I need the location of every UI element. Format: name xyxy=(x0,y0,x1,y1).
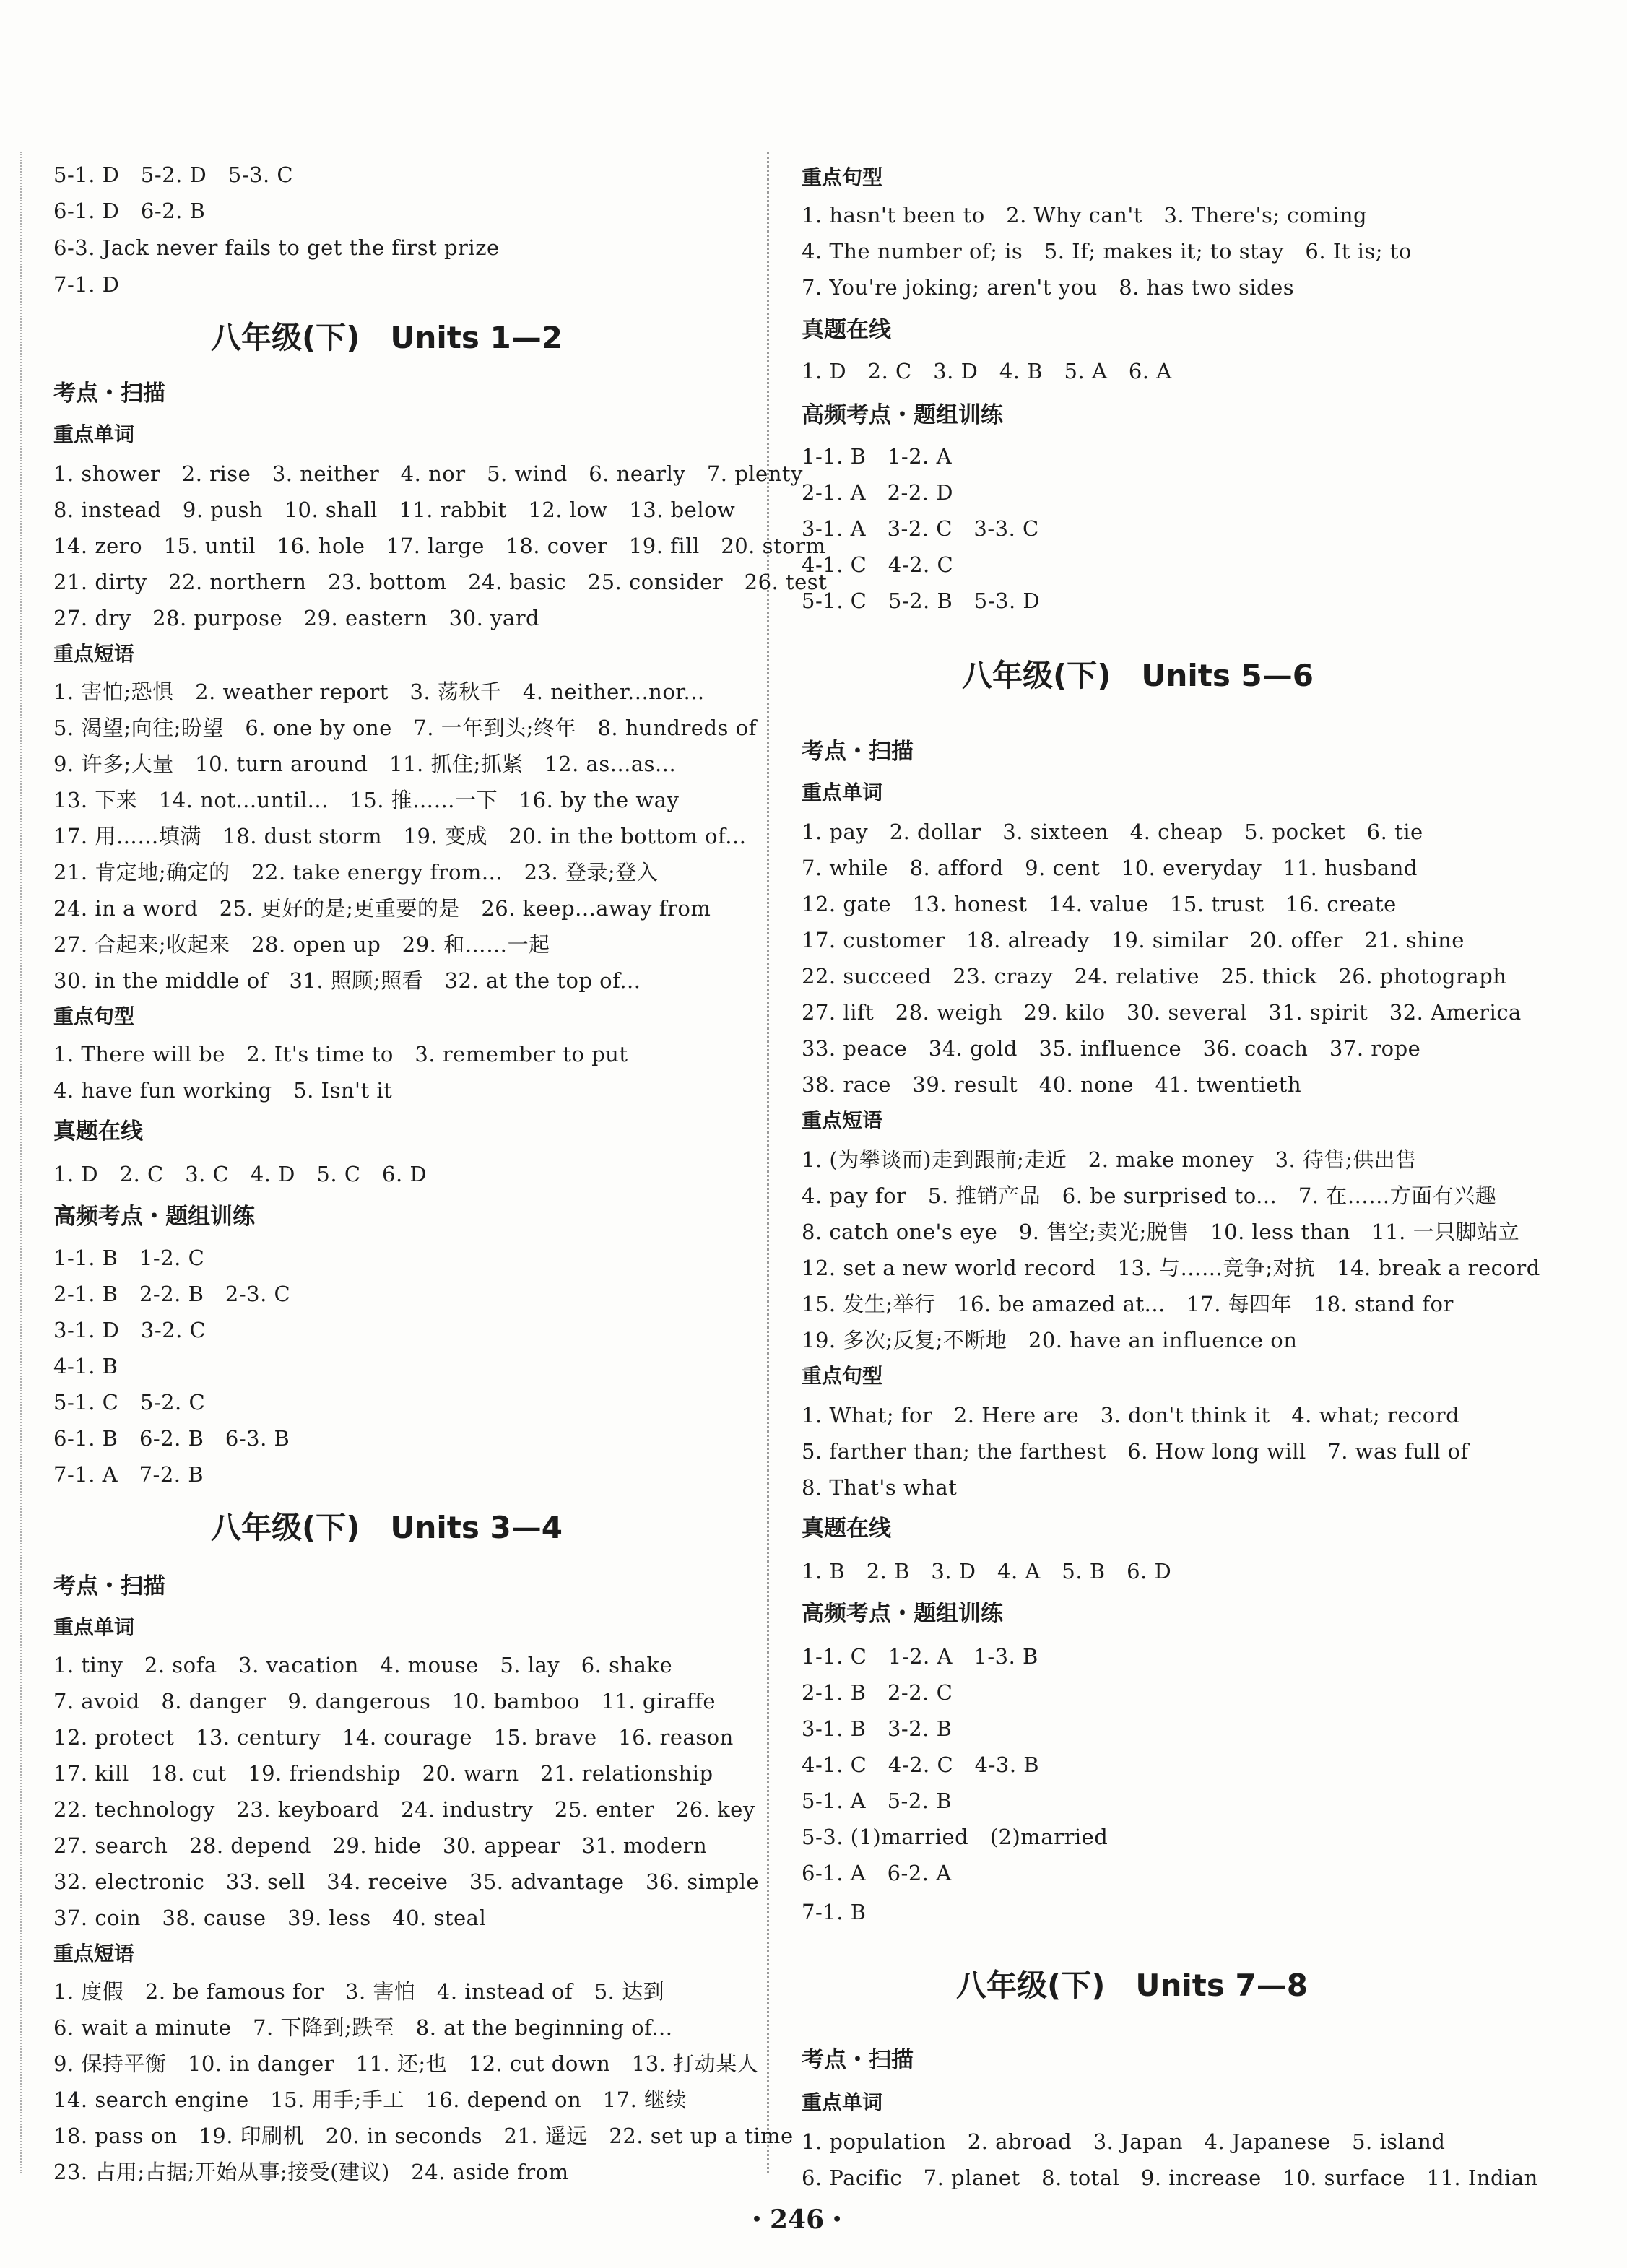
vocab-line: 21. dirty 22. northern 23. bottom 24. basic 25. consider 26. test xyxy=(53,570,828,594)
section-heading: 考点・扫描 xyxy=(802,739,914,765)
vocab-line: 37. coin 38. cause 39. less 40. steal xyxy=(53,1906,487,1930)
answer-line: 7-1. D xyxy=(53,272,120,297)
pattern-label: 重点句型 xyxy=(802,1364,883,1388)
phrase-line: 12. set a new world record 13. 与……竞争;对抗 14. break a record xyxy=(802,1256,1540,1280)
vocab-line: 17. customer 18. already 19. similar 20. offer 21. shine xyxy=(802,928,1465,952)
vocab-line: 27. lift 28. weigh 29. kilo 30. several 31. spirit 32. America xyxy=(802,1000,1522,1025)
unit-title-3-4: 八年级(下) Units 3—4 xyxy=(211,1510,563,1545)
drill-line: 4-1. B xyxy=(53,1354,118,1378)
vocab-line: 1. shower 2. rise 3. neither 4. nor 5. wind 6. nearly 7. plenty xyxy=(53,461,803,486)
phrase-line: 9. 许多;大量 10. turn around 11. 抓住;抓紧 12. as...as... xyxy=(53,752,677,776)
drill-line: 3-1. D 3-2. C xyxy=(53,1318,207,1342)
section-heading: 考点・扫描 xyxy=(53,1573,165,1599)
pattern-line: 1. What; for 2. Here are 3. don't think it 4. what; record xyxy=(802,1403,1460,1428)
phrase-line: 27. 合起来;收起来 28. open up 29. 和……一起 xyxy=(53,932,550,957)
pattern-line: 4. The number of; is 5. If; makes it; to stay 6. It is; to xyxy=(802,239,1412,264)
vocab-line: 33. peace 34. gold 35. influence 36. coach 37. rope xyxy=(802,1036,1421,1061)
phrase-line: 14. search engine 15. 用手;手工 16. depend on 17. 继续 xyxy=(53,2087,687,2112)
phrase-line: 19. 多次;反复;不断地 20. have an influence on xyxy=(802,1328,1298,1352)
answer-line: 5-1. D 5-2. D 5-3. C xyxy=(53,162,294,187)
vocab-line: 17. kill 18. cut 19. friendship 20. warn 21. relationship xyxy=(53,1761,713,1786)
pattern-line: 5. farther than; the farthest 6. How long will 7. was full of xyxy=(802,1439,1469,1464)
drill-line: 6-1. B 6-2. B 6-3. B xyxy=(53,1426,290,1451)
section-heading: 考点・扫描 xyxy=(802,2047,914,2073)
phrase-line: 15. 发生;举行 16. be amazed at... 17. 每四年 18. stand for xyxy=(802,1292,1454,1316)
pattern-line: 1. hasn't been to 2. Why can't 3. There's; coming xyxy=(802,203,1368,227)
page-number: ・246・ xyxy=(744,2204,851,2235)
vocab-line: 1. pay 2. dollar 3. sixteen 4. cheap 5. pocket 6. tie xyxy=(802,820,1423,844)
phrase-line: 23. 占用;占据;开始从事;接受(建议) 24. aside from xyxy=(53,2160,569,2184)
vocab-line: 27. search 28. depend 29. hide 30. appear 31. modern xyxy=(53,1833,708,1858)
section-heading: 考点・扫描 xyxy=(53,381,165,407)
phrase-line: 5. 渴望;向往;盼望 6. one by one 7. 一年到头;终年 8. hundreds of xyxy=(53,716,757,740)
pattern-label: 重点句型 xyxy=(802,165,883,189)
pattern-label: 重点句型 xyxy=(53,1004,135,1028)
drill-label: 高频考点・题组训练 xyxy=(53,1204,255,1230)
drill-line: 5-1. C 5-2. C xyxy=(53,1390,206,1415)
drill-label: 高频考点・题组训练 xyxy=(802,402,1003,428)
pattern-line: 4. have fun working 5. Isn't it xyxy=(53,1078,393,1103)
phrase-line: 1. (为攀谈而)走到跟前;走近 2. make money 3. 待售;供出售 xyxy=(802,1147,1417,1172)
vocab-line: 38. race 39. result 40. none 41. twentieth xyxy=(802,1072,1302,1097)
vocab-line: 12. protect 13. century 14. courage 15. brave 16. reason xyxy=(53,1725,734,1750)
vocab-line: 6. Pacific 7. planet 8. total 9. increase 10. surface 11. Indian xyxy=(802,2165,1538,2190)
vocab-line: 14. zero 15. until 16. hole 17. large 18. cover 19. fill 20. storm xyxy=(53,534,826,558)
drill-line: 3-1. B 3-2. B xyxy=(802,1716,953,1741)
vocab-label: 重点单词 xyxy=(802,781,883,804)
vocab-line: 7. while 8. afford 9. cent 10. everyday 11. husband xyxy=(802,856,1418,880)
exam-line: 1. B 2. B 3. D 4. A 5. B 6. D xyxy=(802,1559,1172,1583)
pattern-line: 8. That's what xyxy=(802,1475,958,1500)
unit-title-5-6: 八年级(下) Units 5—6 xyxy=(962,658,1314,693)
vocab-line: 8. instead 9. push 10. shall 11. rabbit 12. low 13. below xyxy=(53,498,736,522)
drill-line: 3-1. A 3-2. C 3-3. C xyxy=(802,516,1039,541)
phrase-line: 6. wait a minute 7. 下降到;跌至 8. at the beginning of... xyxy=(53,2015,673,2040)
drill-line: 7-1. B xyxy=(802,1900,867,1924)
drill-line: 1-1. B 1-2. A xyxy=(802,444,953,469)
phrase-line: 1. 害怕;恐惧 2. weather report 3. 荡秋千 4. neither...nor... xyxy=(53,679,705,704)
drill-line: 4-1. C 4-2. C 4-3. B xyxy=(802,1752,1040,1777)
unit-title-1-2: 八年级(下) Units 1—2 xyxy=(211,320,563,355)
vocab-line: 22. succeed 23. crazy 24. relative 25. thick 26. photograph xyxy=(802,964,1507,989)
vocab-label: 重点单词 xyxy=(53,422,135,446)
vocab-line: 27. dry 28. purpose 29. eastern 30. yard xyxy=(53,606,540,630)
answer-line: 6-3. Jack never fails to get the first prize xyxy=(53,235,500,260)
drill-line: 1-1. B 1-2. C xyxy=(53,1246,205,1270)
phrase-line: 9. 保持平衡 10. in danger 11. 还;也 12. cut down 13. 打动某人 xyxy=(53,2051,759,2076)
margin-dots xyxy=(20,152,22,2173)
answer-line: 6-1. D 6-2. B xyxy=(53,199,206,223)
phrase-label: 重点短语 xyxy=(802,1108,883,1132)
drill-line: 2-1. A 2-2. D xyxy=(802,480,953,505)
column-divider xyxy=(767,152,769,2173)
phrase-line: 8. catch one's eye 9. 售空;卖光;脱售 10. less than 11. 一只脚站立 xyxy=(802,1220,1520,1244)
drill-line: 7-1. A 7-2. B xyxy=(53,1462,204,1487)
drill-line: 2-1. B 2-2. B 2-3. C xyxy=(53,1282,291,1306)
phrase-line: 17. 用……填满 18. dust storm 19. 变成 20. in the bottom of... xyxy=(53,824,747,848)
phrase-line: 1. 度假 2. be famous for 3. 害怕 4. instead of 5. 达到 xyxy=(53,1979,665,2004)
vocab-line: 7. avoid 8. danger 9. dangerous 10. bamboo 11. giraffe xyxy=(53,1689,716,1713)
exam-label: 真题在线 xyxy=(802,1516,891,1542)
vocab-label: 重点单词 xyxy=(53,1615,135,1639)
phrase-line: 13. 下来 14. not...until... 15. 推……一下 16. by the way xyxy=(53,788,680,812)
drill-line: 4-1. C 4-2. C xyxy=(802,552,954,577)
drill-line: 5-3. (1)married (2)married xyxy=(802,1825,1108,1849)
unit-title-7-8: 八年级(下) Units 7—8 xyxy=(956,1968,1308,2003)
drill-line: 5-1. A 5-2. B xyxy=(802,1789,953,1813)
phrase-label: 重点短语 xyxy=(53,642,135,666)
phrase-line: 30. in the middle of 31. 照顾;照看 32. at the top of... xyxy=(53,968,641,993)
vocab-line: 32. electronic 33. sell 34. receive 35. advantage 36. simple xyxy=(53,1869,760,1894)
exam-line: 1. D 2. C 3. D 4. B 5. A 6. A xyxy=(802,359,1172,383)
drill-line: 6-1. A 6-2. A xyxy=(802,1861,952,1885)
exam-label: 真题在线 xyxy=(802,317,891,343)
vocab-line: 12. gate 13. honest 14. value 15. trust 16. create xyxy=(802,892,1397,916)
exam-label: 真题在线 xyxy=(53,1118,143,1144)
drill-label: 高频考点・题组训练 xyxy=(802,1601,1003,1627)
drill-line: 5-1. C 5-2. B 5-3. D xyxy=(802,588,1041,613)
vocab-line: 1. population 2. abroad 3. Japan 4. Japanese 5. island xyxy=(802,2129,1446,2154)
phrase-line: 18. pass on 19. 印刷机 20. in seconds 21. 遥远 22. set up a time xyxy=(53,2124,794,2148)
vocab-line: 1. tiny 2. sofa 3. vacation 4. mouse 5. lay 6. shake xyxy=(53,1653,673,1677)
phrase-line: 24. in a word 25. 更好的是;更重要的是 26. keep...away from xyxy=(53,896,711,921)
pattern-line: 1. There will be 2. It's time to 3. remember to put xyxy=(53,1042,628,1066)
drill-line: 1-1. C 1-2. A 1-3. B xyxy=(802,1644,1038,1669)
phrase-line: 4. pay for 5. 推销产品 6. be surprised to... 7. 在……方面有兴趣 xyxy=(802,1183,1497,1208)
exam-line: 1. D 2. C 3. C 4. D 5. C 6. D xyxy=(53,1162,428,1186)
vocab-label: 重点单词 xyxy=(802,2090,883,2114)
drill-line: 2-1. B 2-2. C xyxy=(802,1680,953,1705)
pattern-line: 7. You're joking; aren't you 8. has two sides xyxy=(802,275,1295,300)
phrase-line: 21. 肯定地;确定的 22. take energy from... 23. 登录;登入 xyxy=(53,860,659,885)
vocab-line: 22. technology 23. keyboard 24. industry 25. enter 26. key xyxy=(53,1797,755,1822)
phrase-label: 重点短语 xyxy=(53,1942,135,1965)
